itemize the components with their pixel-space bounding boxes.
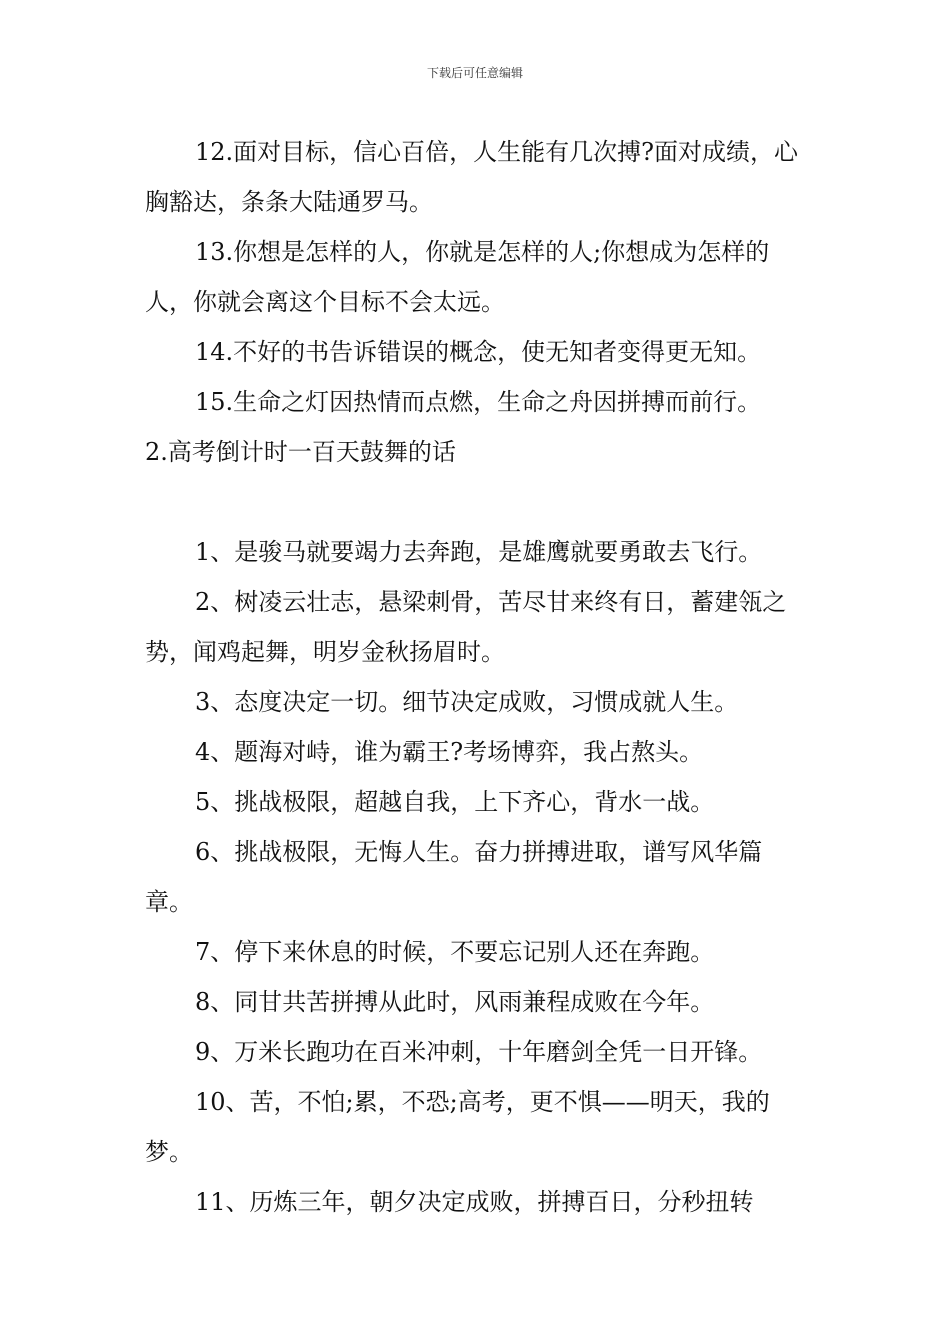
quote-4: 4、题海对峙，谁为霸王?考场博弈，我占熬头。 — [195, 738, 704, 766]
quote-6: 6、挑战极限，无悔人生。奋力拼搏进取，谱写风华篇章。 — [145, 838, 763, 916]
quote-7: 7、停下来休息的时候，不要忘记别人还在奔跑。 — [195, 938, 715, 966]
quote-11: 11、历炼三年，朝夕决定成败，拼搏百日，分秒扭转 — [195, 1188, 754, 1216]
quote-9: 9、万米长跑功在百米冲刺，十年磨剑全凭一日开锋。 — [195, 1038, 763, 1066]
quote-3: 3、态度决定一切。细节决定成败，习惯成就人生。 — [195, 688, 739, 716]
page-header: 下载后可任意编辑 — [426, 66, 523, 80]
quote-1: 1、是骏马就要竭力去奔跑，是雄鹰就要勇敢去飞行。 — [195, 538, 763, 566]
quote-10: 10、苦，不怕;累，不恐;高考，更不惧——明天，我的梦。 — [145, 1088, 770, 1166]
paragraph-15: 15.生命之灯因热情而点燃，生命之舟因拼搏而前行。 — [195, 388, 762, 416]
paragraph-12: 12.面对目标，信心百倍，人生能有几次搏?面对成绩，心胸豁达，条条大陆通罗马。 — [145, 138, 799, 216]
paragraph-14: 14.不好的书告诉错误的概念，使无知者变得更无知。 — [195, 338, 762, 366]
section-heading: 2.高考倒计时一百天鼓舞的话 — [145, 438, 456, 466]
blank-line — [145, 477, 810, 527]
quote-8: 8、同甘共苦拼搏从此时，风雨兼程成败在今年。 — [195, 988, 715, 1016]
document-body — [145, 127, 810, 1227]
quote-2: 2、树凌云壮志，悬梁刺骨，苦尽甘来终有日，蓄建瓴之势，闻鸡起舞，明岁金秋扬眉时。 — [145, 588, 787, 666]
paragraph-13: 13.你想是怎样的人，你就是怎样的人;你想成为怎样的人，你就会离这个目标不会太远。 — [145, 238, 770, 316]
quote-5: 5、挑战极限，超越自我，上下齐心，背水一战。 — [195, 788, 715, 816]
